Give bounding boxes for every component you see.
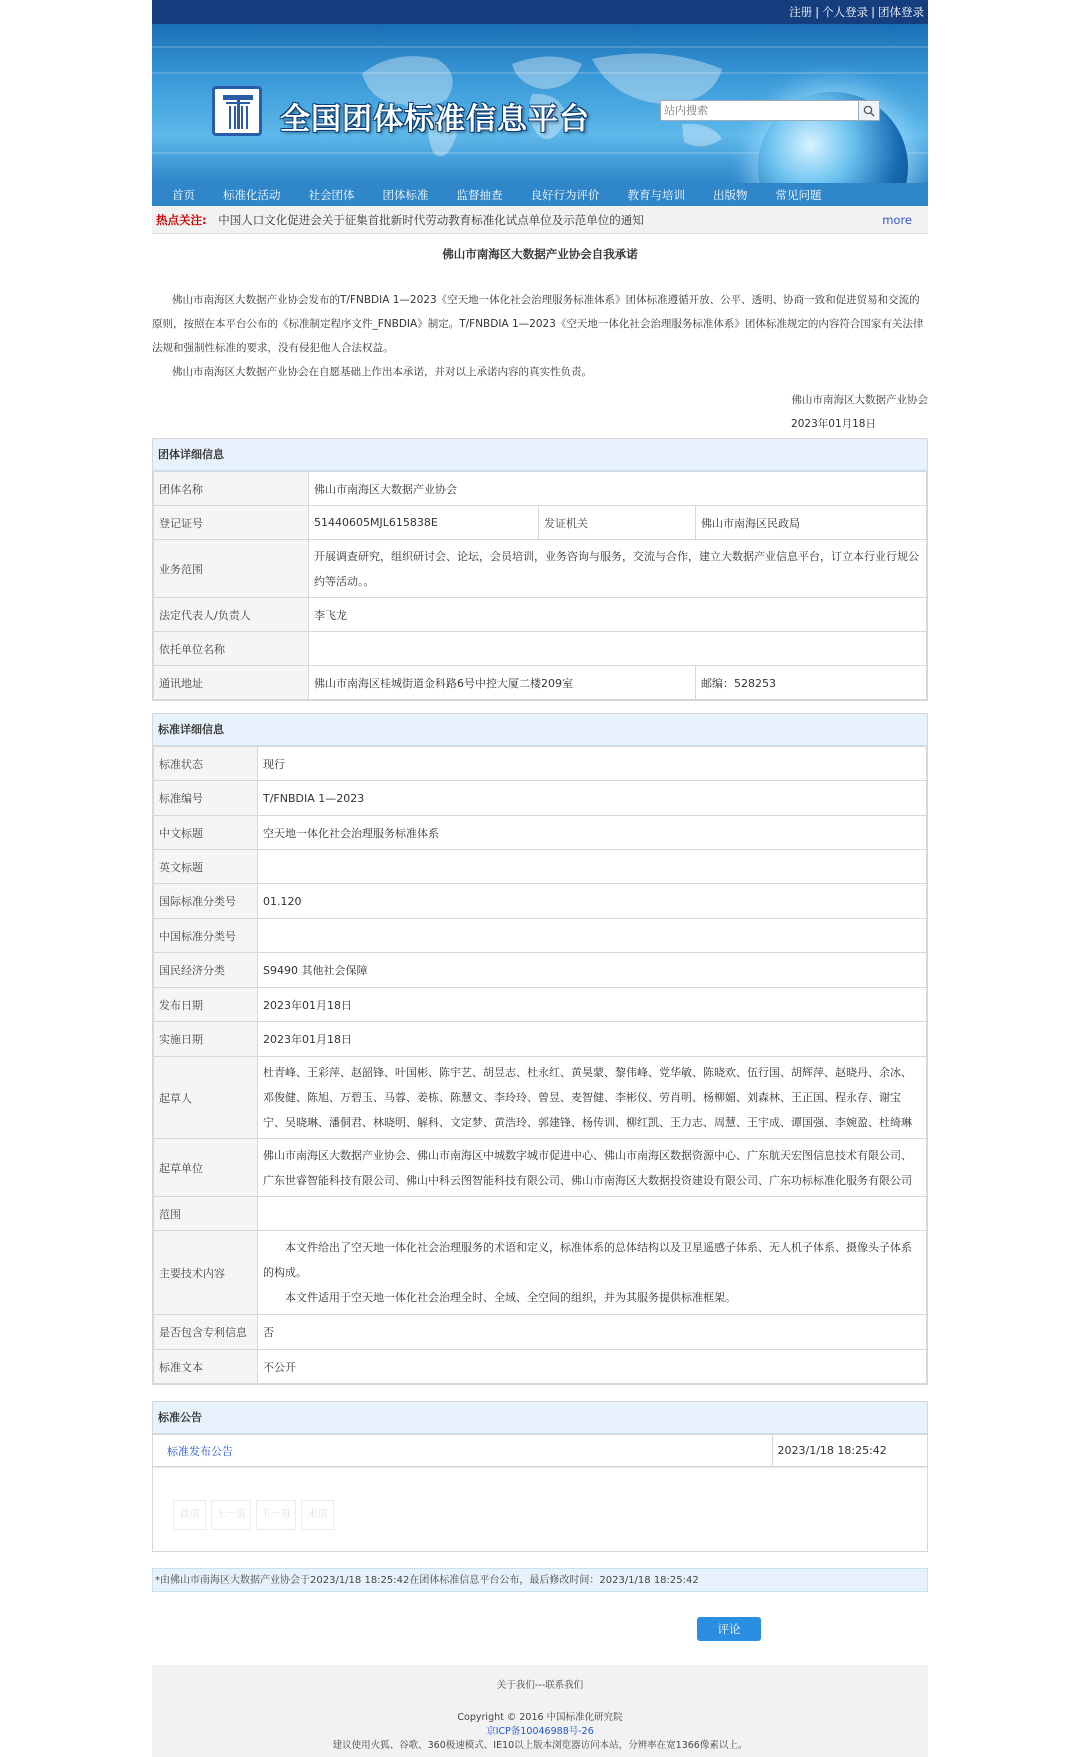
cell-label: 是否包含专利信息 (154, 1315, 258, 1350)
group-info-panel (152, 438, 928, 701)
page-wrapper (152, 0, 928, 1592)
standard-status: 现行 (258, 747, 927, 781)
publish-date: 2023年01月18日 (258, 988, 927, 1022)
cell-label: 中国标准分类号 (154, 919, 258, 953)
nav-item-groups[interactable]: 社会团体 (308, 187, 355, 202)
group-name: 佛山市南海区大数据产业协会 (309, 472, 927, 506)
ccs-code (258, 919, 927, 953)
cell-label: 标准编号 (154, 781, 258, 816)
comment-button[interactable]: 评论 (697, 1617, 761, 1641)
nav-item-faq[interactable]: 常见问题 (775, 187, 822, 202)
promise-signature (152, 388, 928, 436)
chinese-title: 空天地一体化社会治理服务标准体系 (258, 816, 927, 850)
cell-label: 业务范围 (154, 540, 309, 598)
postcode: 邮编：528253 (696, 666, 927, 700)
notice-time: 2023/1/18 18:25:42 (772, 1435, 927, 1467)
footer-copyright: Copyright © 2016 中国标准化研究院 (457, 1712, 623, 1723)
cell-label: 国际标准分类号 (154, 884, 258, 919)
standard-info-table (153, 746, 927, 1384)
site-search (660, 100, 880, 121)
nav-item-publications[interactable]: 出版物 (713, 187, 748, 202)
nav-item-evaluation[interactable]: 良好行为评价 (530, 187, 600, 202)
more-link[interactable]: more (882, 213, 912, 227)
browser-advice: 建议使用火狐、谷歌、360极速模式、IE10以上版本浏览器访问本站，分辨率在宽1366像素以上。 (332, 1740, 748, 1751)
notice-header: 标准公告 (153, 1402, 927, 1434)
hot-news-link[interactable]: 中国人口文化促进会关于征集首批新时代劳动教育标准化试点单位及示范单位的通知 (218, 213, 644, 227)
english-title (258, 850, 927, 884)
cell-label: 范围 (154, 1197, 258, 1231)
promise-paragraph: 佛山市南海区大数据产业协会在自愿基础上作出本承诺，并对以上承诺内容的真实性负责。 (172, 366, 592, 378)
icp-link[interactable]: 京ICP备10046988号-26 (486, 1726, 594, 1737)
cell-label: 实施日期 (154, 1022, 258, 1057)
footer-links[interactable]: 关于我们---联系我们 (496, 1680, 584, 1691)
hot-news-bar (152, 206, 928, 234)
cell-label: 标准状态 (154, 747, 258, 781)
search-icon (863, 105, 875, 117)
cell-label: 起草单位 (154, 1139, 258, 1197)
issuing-authority: 佛山市南海区民政局 (696, 506, 927, 540)
content-paragraph: 本文件适用于空天地一体化社会治理全时、全域、全空间的组织，并为其服务提供标准框架。 (285, 1291, 736, 1304)
search-button[interactable] (858, 101, 879, 120)
search-input[interactable] (661, 101, 858, 120)
notice-panel (152, 1401, 928, 1552)
separator: | (871, 5, 875, 19)
last-page-button[interactable]: 末页 (301, 1500, 334, 1530)
registration-number: 51440605MJL615838E (309, 506, 539, 540)
standard-info-header: 标准详细信息 (153, 714, 927, 746)
cell-label: 国民经济分类 (154, 953, 258, 988)
drafting-units: 佛山市南海区大数据产业协会、佛山市南海区中城数字城市促进中心、佛山市南海区数据资源中心、广东航天宏图信息技术有限公司、广东世睿智能科技有限公司、佛山中科云图智能科技有限公司、佛山市南海区大数据投资建设有限公司、广东功标标准化服务有限公司 (258, 1139, 927, 1197)
promise-paragraph: 佛山市南海区大数据产业协会发布的T/FNBDIA 1—2023《空天地一体化社会治理服务标准体系》团体标准遵循开放、公平、透明、协商一致和促进贸易和交流的原则，按照在本平台公布的《标准制定程序文件_FNBDIA》制定。T/FNBDIA 1—2023《空天地一体化社会治理服务标准体系》团体标准规定的内容符合国家有关法律法规和强制性标准的要求，没有侵犯他人合法权益。 (152, 294, 924, 354)
economic-classification: S9490 其他社会保障 (258, 953, 927, 988)
group-info-table (153, 471, 927, 700)
standard-number: T/FNBDIA 1—2023 (258, 781, 927, 816)
cell-label: 依托单位名称 (154, 632, 309, 666)
cell-label: 团体名称 (154, 472, 309, 506)
register-link[interactable]: 注册 (789, 5, 813, 19)
main-technical-content (258, 1231, 927, 1315)
cell-label: 登记证号 (154, 506, 309, 540)
cell-label: 主要技术内容 (154, 1231, 258, 1315)
logo-icon (223, 95, 253, 129)
cell-label: 起草人 (154, 1057, 258, 1139)
cell-label: 法定代表人/负责人 (154, 598, 309, 632)
ics-code: 01.120 (258, 884, 927, 919)
patent-info: 否 (258, 1315, 927, 1350)
personal-login-link[interactable]: 个人登录 (822, 5, 869, 19)
spacer (152, 1385, 928, 1401)
notice-link-cell (153, 1435, 772, 1467)
pagination (153, 1467, 927, 1551)
cell-label: 通讯地址 (154, 666, 309, 700)
signer: 佛山市南海区大数据产业协会 (791, 394, 928, 406)
nav-item-standardization[interactable]: 标准化活动 (223, 187, 281, 202)
self-promise (152, 288, 928, 384)
prev-page-button[interactable]: 上一页 (211, 1500, 251, 1530)
standard-info-panel (152, 713, 928, 1385)
nav-item-group-standards[interactable]: 团体标准 (382, 187, 429, 202)
nav-item-education[interactable]: 教育与培训 (627, 187, 685, 202)
entrusted-unit (309, 632, 927, 666)
scope-value (258, 1197, 927, 1231)
cell-label: 发布日期 (154, 988, 258, 1022)
notice-link[interactable]: 标准发布公告 (167, 1444, 233, 1458)
spacer (152, 701, 928, 713)
cell-label: 发证机关 (539, 506, 696, 540)
footer (152, 1665, 928, 1757)
group-login-link[interactable]: 团体登录 (878, 5, 924, 19)
cell-label: 标准文本 (154, 1350, 258, 1384)
page-title: 佛山市南海区大数据产业协会自我承诺 (442, 247, 638, 261)
top-bar (152, 0, 928, 24)
publish-footnote: *由佛山市南海区大数据产业协会于2023/1/18 18:25:42在团体标准信息平台公布，最后修改时间：2023/1/18 18:25:42 (152, 1568, 928, 1592)
nav-item-inspection[interactable]: 监督抽查 (456, 187, 503, 202)
drafters: 杜青峰、王彩萍、赵韶锋、叶国彬、陈宇艺、胡昱志、杜永红、黄昊蒙、黎伟峰、党华敏、陈晓欢、伍行国、胡辉萍、赵晓丹、余冰、邓俊健、陈旭、万碧玉、马蓉、姜栋、陈慧文、李玲玲、曾昱、麦智健、李彬仪、劳肖明、杨柳媚、刘森林、王正国、程永存、谢宝宁、吴晓琳、潘侗君、林晓明、解科、文定梦、黄浩玲、郭建锋、杨传训、柳红凯、王力志、周慧、王宇成、谭国强、李婉盈、杜绮琳 (258, 1057, 927, 1139)
cell-label: 英文标题 (154, 850, 258, 884)
address: 佛山市南海区桂城街道金科路6号中控大厦二楼209室 (309, 666, 696, 700)
separator: | (815, 5, 820, 19)
next-page-button[interactable]: 下一页 (256, 1500, 296, 1530)
implement-date: 2023年01月18日 (258, 1022, 927, 1057)
business-scope: 开展调查研究，组织研讨会、论坛，会员培训，业务咨询与服务，交流与合作，建立大数据产业信息平台，订立本行业行规公约等活动。。 (309, 540, 927, 598)
notice-table (153, 1434, 927, 1467)
standard-text: 不公开 (258, 1350, 927, 1384)
hot-label: 热点关注: (156, 213, 207, 227)
nav-item-home[interactable]: 首页 (172, 187, 195, 202)
main-nav (152, 183, 928, 206)
header-banner (152, 24, 928, 183)
group-info-header: 团体详细信息 (153, 439, 927, 471)
legal-representative: 李飞龙 (309, 598, 927, 632)
cell-label: 中文标题 (154, 816, 258, 850)
content-paragraph: 本文件给出了空天地一体化社会治理服务的术语和定义，标准体系的总体结构以及卫星遥感子体系、无人机子体系、摄像头子体系的构成。 (263, 1241, 912, 1279)
sign-date: 2023年01月18日 (791, 418, 876, 430)
site-logo[interactable] (212, 86, 262, 136)
first-page-button[interactable]: 首页 (173, 1500, 206, 1530)
site-title: 全国团体标准信息平台 (280, 102, 590, 137)
